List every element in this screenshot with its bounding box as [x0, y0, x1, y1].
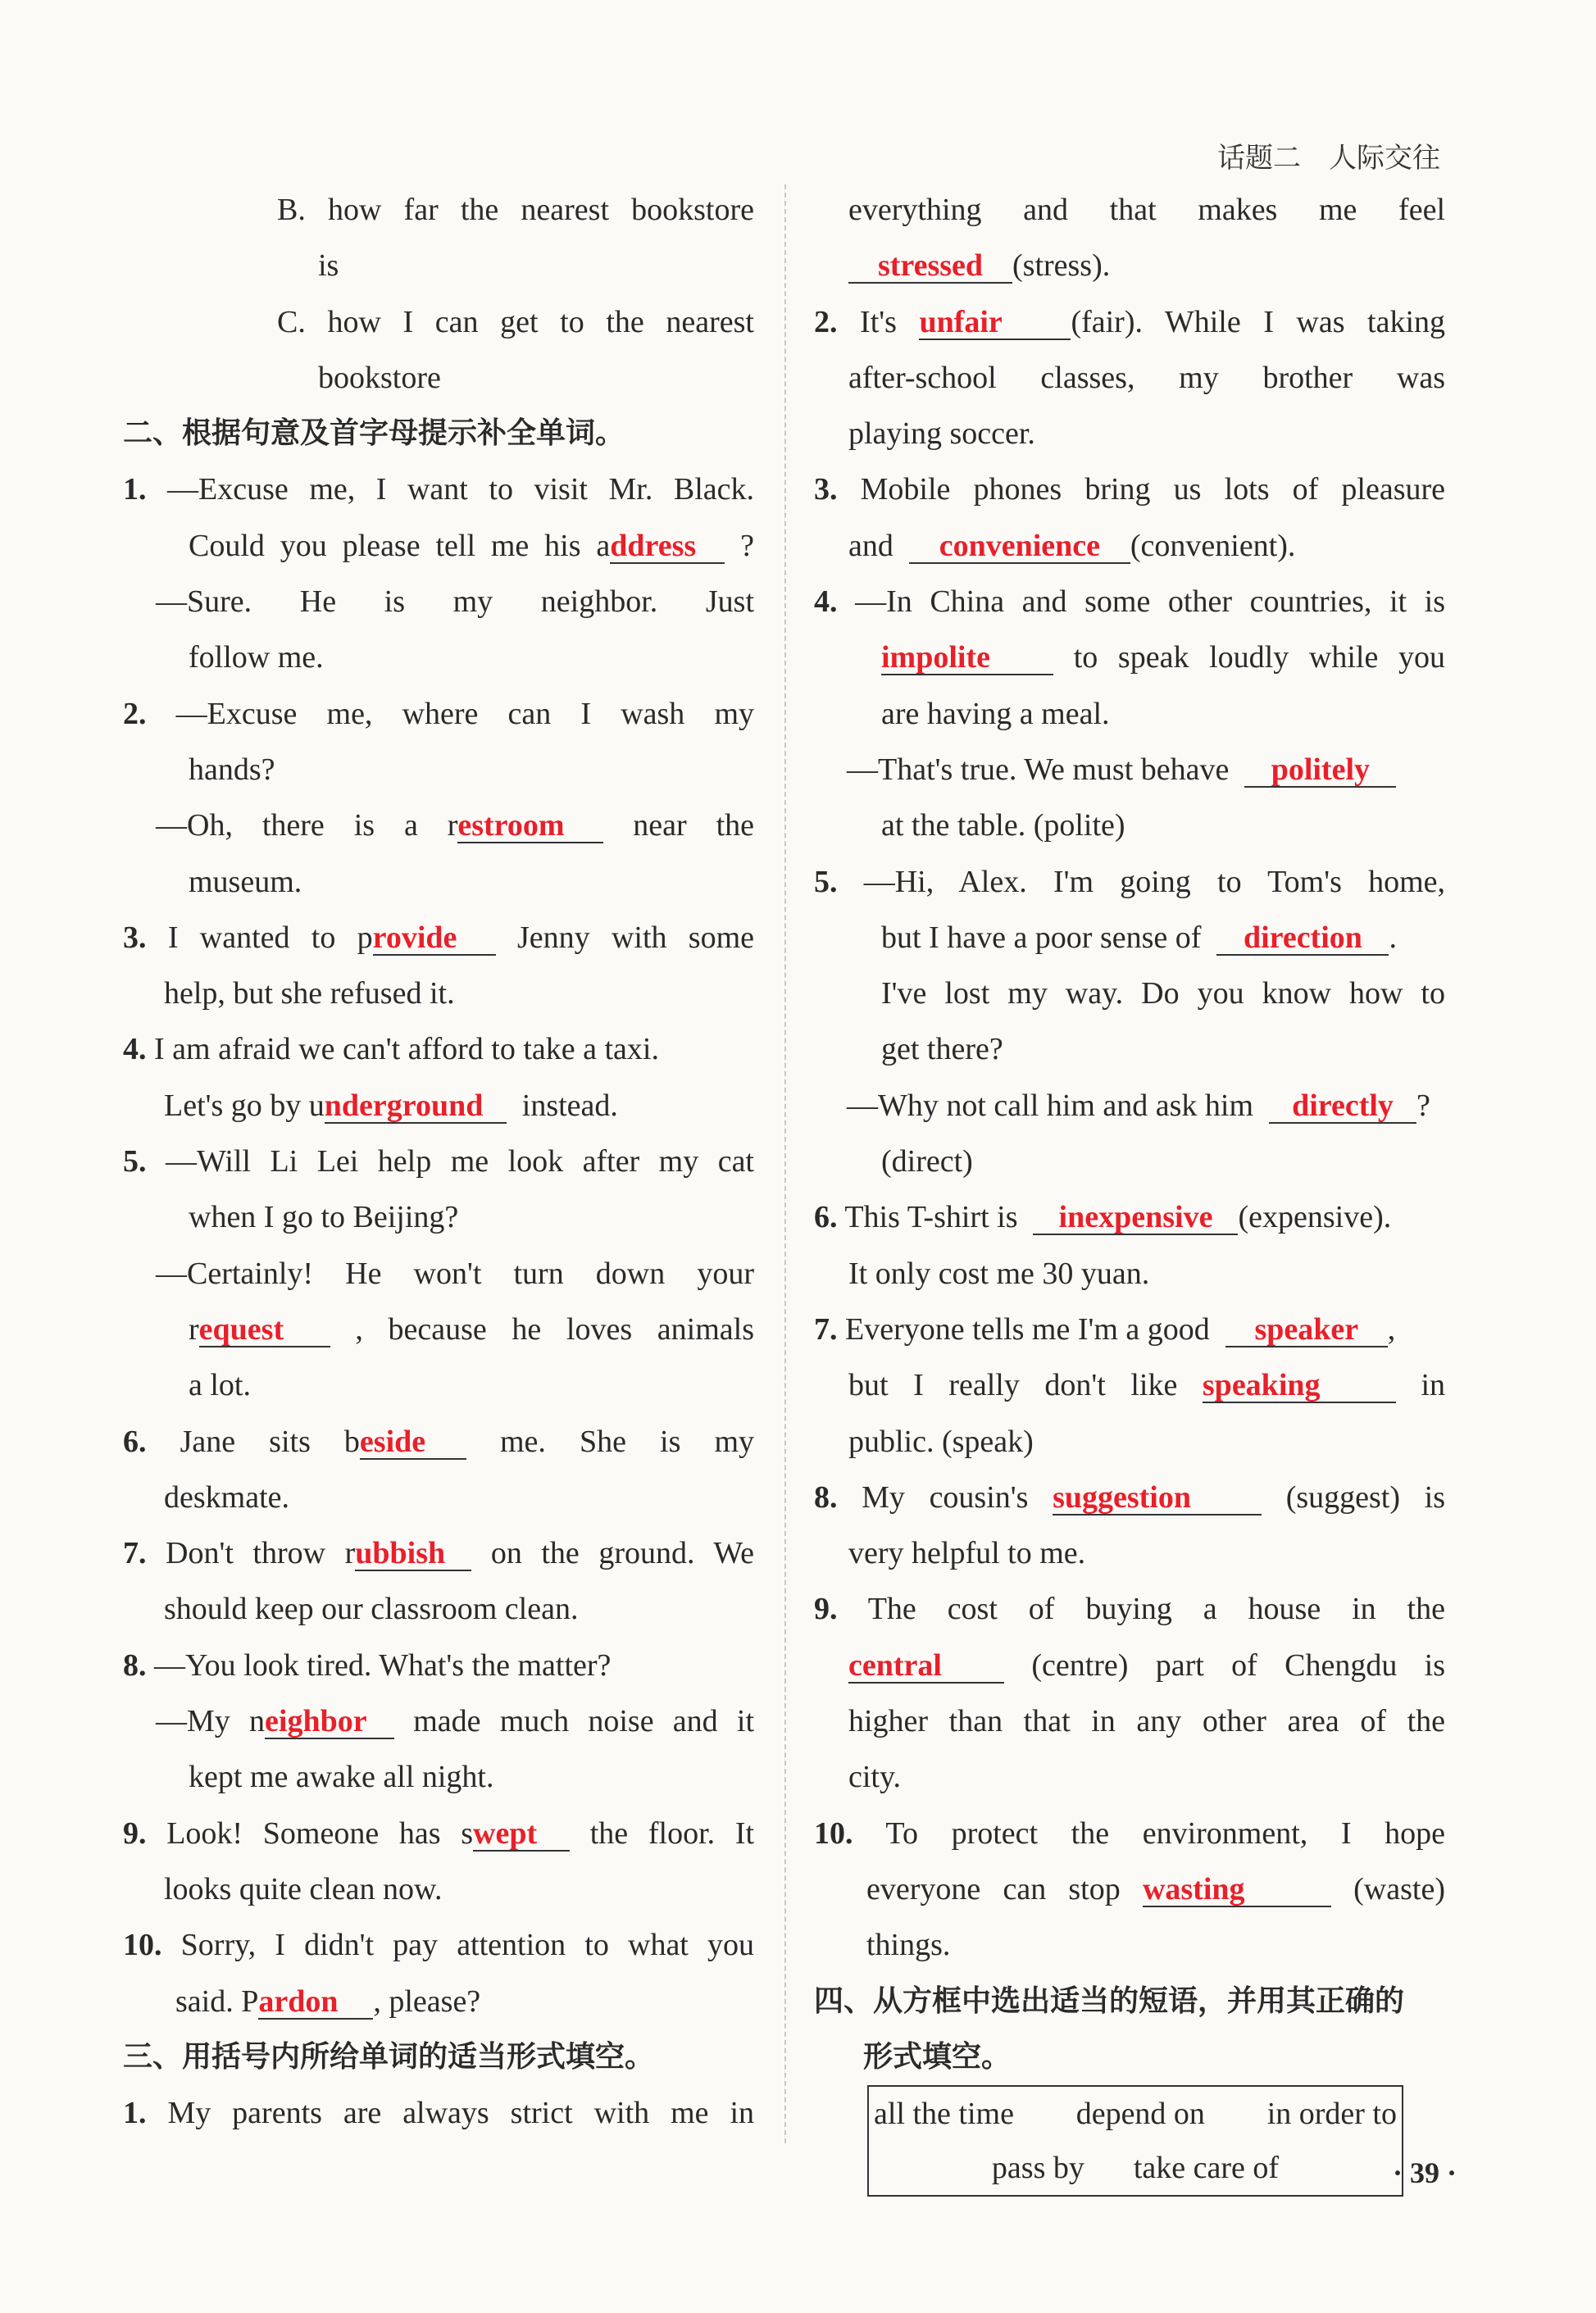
section3-question-1: 1. My parents are always strict with me in: [123, 2096, 755, 2131]
question-4: 4. I am afraid we can't afford to take a taxi.: [123, 1032, 659, 1067]
question-1: 1. —Excuse me, I want to visit Mr. Black.: [123, 472, 754, 507]
answer-blank[interactable]: [355, 1537, 471, 1571]
answer-text: wept: [473, 1815, 538, 1851]
s3-question-6: 6. This T-shirt is inexpensive (expensive).: [814, 1200, 1392, 1235]
answer-text: ubbish: [355, 1536, 446, 1571]
answer-blank[interactable]: [1053, 1481, 1262, 1515]
answer-blank[interactable]: [848, 249, 1012, 284]
answer-text: nderground: [324, 1088, 484, 1123]
answer-blank[interactable]: [199, 1313, 330, 1347]
answer-text: speaker: [1254, 1311, 1359, 1347]
answer-text: direction: [1243, 920, 1362, 955]
answer-text: speaking: [1202, 1368, 1321, 1403]
answer-blank[interactable]: [1244, 753, 1396, 788]
s3-question-7: 7. Everyone tells me I'm a good speaker ,: [814, 1311, 1396, 1347]
answer-text: ddress: [610, 528, 697, 563]
phrase-item: pass by: [991, 2151, 1084, 2186]
answer-blank[interactable]: [919, 306, 1071, 340]
answer-blank[interactable]: [909, 529, 1130, 564]
answer-blank[interactable]: [1269, 1089, 1416, 1124]
answer-text: directly: [1292, 1088, 1394, 1123]
answer-blank[interactable]: [1225, 1313, 1388, 1347]
s3-question-8: 8. My cousin's suggestion (suggest) is: [814, 1479, 1445, 1515]
option-b-line2: is: [318, 248, 339, 284]
answer-blank[interactable]: [360, 1425, 466, 1460]
section-four-title: 四、从方框中选出适当的短语，并用其正确的: [814, 1984, 1405, 2018]
section-two-title: 二、根据句意及首字母提示补全单词。: [123, 416, 625, 451]
answer-blank[interactable]: [473, 1817, 570, 1852]
answer-blank[interactable]: [881, 641, 1053, 675]
answer-blank[interactable]: [848, 1649, 1004, 1684]
answer-blank[interactable]: [325, 1089, 507, 1124]
answer-blank[interactable]: [265, 1705, 394, 1739]
s3-question-2: 2. It's unfair (fair). While I was taking: [814, 304, 1446, 339]
question-6: 6. Jane sits beside me. She is my: [123, 1424, 755, 1459]
answer-text: politely: [1271, 752, 1371, 787]
answer-text: unfair: [919, 304, 1003, 339]
phrase-box: [867, 2085, 1403, 2197]
answer-text: eighbor: [265, 1704, 367, 1739]
s3-question-10: 10. To protect the environment, I hope: [814, 1815, 1445, 1851]
question-7: 7. Don't throw rubbish on the ground. We: [123, 1536, 755, 1571]
s3-question-4: 4. —In China and some other countries, it is: [814, 584, 1445, 620]
answer-blank[interactable]: [1203, 1369, 1396, 1403]
answer-text: eside: [359, 1424, 426, 1459]
answer-blank[interactable]: [258, 1985, 373, 2020]
column-divider: [784, 184, 786, 2143]
question-3: 3. I wanted to provide Jenny with some: [123, 920, 755, 955]
answer-text: rovide: [372, 920, 457, 955]
option-c-line1: C. how I can get to the nearest: [277, 304, 754, 339]
right-column: everything and that makes me feel stressed (stress). 2. It's unfair (fair). While I was taking after-school classes, my brother was playing soccer. 3. Mobile phones bring us lots of pleasure and convenience (convenient). 4. —In China and some other countries, it is impolite to speak loudly while you are having a meal. —That's true. We must behave politely at the table. (polite) 5. —Hi, Alex. I'm going to Tom's home, but I have a poor sense of direction . I've lost my way. Do you know how to get there? —Why not call him and ask him directly ? (direct) 6. This T-shirt is inexpensive (expensive). It only cost me 30 yuan. 7. Everyone tells me I'm a good speaker , but I really don't like speaking in public. (speak) 8. My cousin's suggestion (suggest) is very helpful to me. 9. The cost of buying a house in the central (centre) part of Chengdu is higher than that in any other area of the city. 10. To protect the environment, I hope everyone can stop wasting (waste) things. 四、从方框中选出适当的短语，并用其正确的 形式填空。 all the time depend on in order to pass by take care of: [814, 182, 1445, 2197]
answer-text: convenience: [939, 528, 1101, 563]
answer-text: estroom: [457, 808, 565, 843]
answer-blank[interactable]: [457, 809, 603, 843]
answer-text: inexpensive: [1058, 1200, 1213, 1235]
s3-question-5: 5. —Hi, Alex. I'm going to Tom's home,: [814, 864, 1446, 899]
answer-text: equest: [198, 1311, 284, 1347]
answer-text: central: [848, 1647, 942, 1683]
question-5: 5. —Will Li Lei help me look after my cat: [123, 1144, 754, 1179]
page-number: · 39 ·: [1392, 2156, 1457, 2189]
phrase-item: depend on: [1075, 2097, 1205, 2132]
answer-text: impolite: [881, 640, 990, 675]
answer-blank[interactable]: [373, 921, 496, 956]
s3-question-9: 9. The cost of buying a house in the: [814, 1592, 1445, 1627]
question-10: 10. Sorry, I didn't pay attention to what you: [123, 1928, 755, 1963]
left-column: B. how far the nearest bookstore is C. how I can get to the nearest bookstore 二、根据句意及首字母提示补全单词。 1. —Excuse me, I want to visit Mr. Black. Could you please tell me his address ? —Sure. He is my neighbor. Just follow me. 2. —Excuse me, where can I wash my hands? —Oh, there is a restroom near the museum. 3. I wanted to provide Jenny with some help, but she refused it. 4. I am afraid we can't afford to take a taxi. Let's go by underground instead. 5. —Will Li Lei help me look after my cat when I go to Beijing? —Certainly! He won't turn down your request , because he loves animals a lot. 6. Jane sits beside me. She is my deskmate. 7. Don't throw rubbish on the ground. We should keep our classroom clean. 8. —You look tired. What's the matter? —My neighbor made much noise and it kept me awake all night. 9. Look! Someone has swept the floor. It looks quite clean now. 10. Sorry, I didn't pay attention to what you said. Pardon , please? 三、用括号内所给单词的适当形式填空。 1. My parents are always strict with me in: [123, 182, 754, 2141]
answer-text: ardon: [258, 1984, 339, 2019]
question-number: 1.: [123, 472, 147, 507]
section-four-title-cont: 形式填空。: [863, 2039, 1012, 2074]
question-8: 8. —You look tired. What's the matter?: [123, 1647, 612, 1683]
option-c-line2: bookstore: [318, 360, 441, 395]
answer-text: stressed: [877, 248, 984, 284]
option-b-line1: B. how far the nearest bookstore: [277, 193, 754, 227]
answer-blank[interactable]: [1216, 921, 1389, 956]
answer-blank[interactable]: [1143, 1873, 1331, 1907]
question-9: 9. Look! Someone has swept the floor. It: [123, 1815, 755, 1851]
answer-text: suggestion: [1053, 1479, 1191, 1515]
question-2: 2. —Excuse me, where can I wash my: [123, 696, 754, 731]
phrase-item: in order to: [1266, 2097, 1397, 2132]
answer-text: wasting: [1142, 1871, 1245, 1906]
section-three-title: 三、用括号内所给单词的适当形式填空。: [123, 2039, 655, 2074]
phrase-item: all the time: [874, 2097, 1014, 2132]
s3-question-3: 3. Mobile phones bring us lots of pleasure: [814, 472, 1445, 507]
phrase-item: take care of: [1133, 2151, 1280, 2186]
answer-blank[interactable]: [1033, 1201, 1238, 1235]
topic-header: 话题二 人际交往: [1217, 142, 1440, 175]
answer-blank[interactable]: [610, 529, 725, 564]
